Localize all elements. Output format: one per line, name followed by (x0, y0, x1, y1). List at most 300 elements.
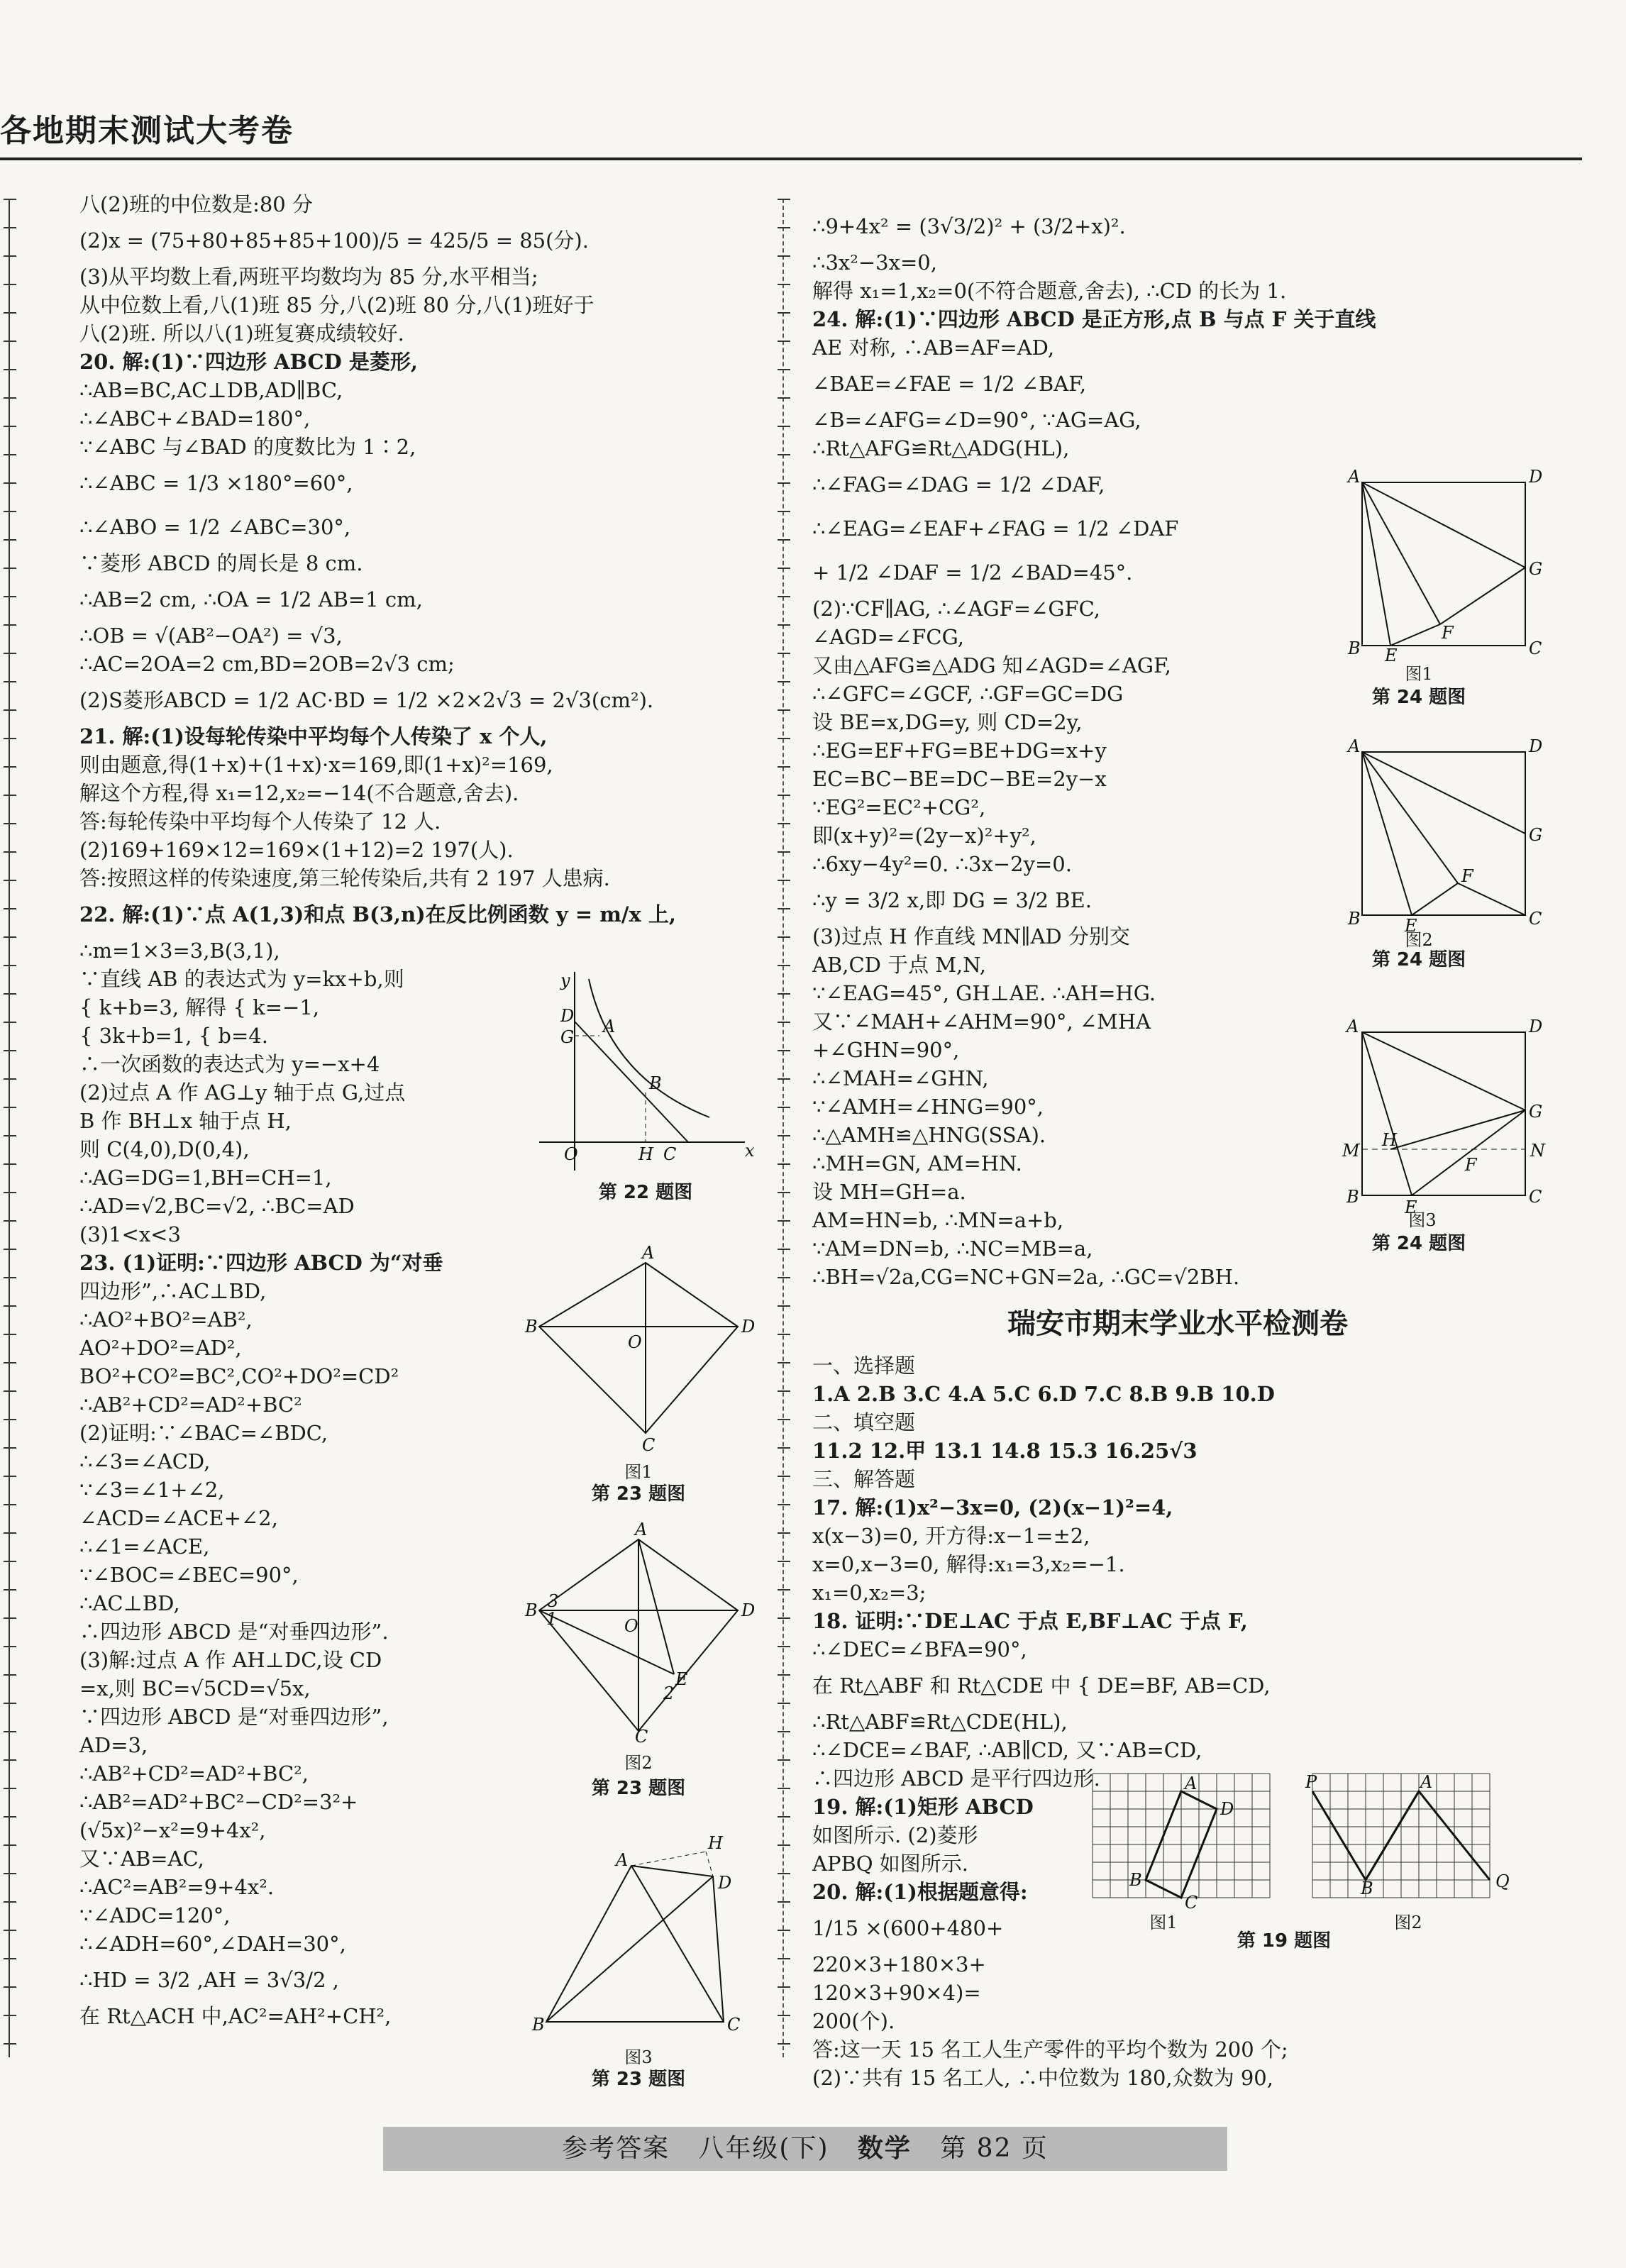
svg-text:A: A (1420, 1772, 1433, 1792)
margin-tick (4, 1362, 16, 1363)
margin-tick (4, 1532, 16, 1534)
col2-line: 24. 解:(1)∵四边形 ABCD 是正方形,点 B 与点 F 关于直线 (812, 307, 1376, 331)
svg-text:A: A (616, 1850, 629, 1870)
col1-line: 答:每轮传染中平均每个人传染了 12 人. (79, 809, 441, 834)
svg-text:A: A (642, 1243, 655, 1263)
svg-text:A: A (603, 1017, 616, 1036)
svg-text:E: E (1385, 646, 1398, 665)
margin-tick (778, 766, 790, 768)
margin-tick (778, 936, 790, 938)
figure-24-caption-2: 第 24 题图 (1371, 949, 1466, 970)
col2-line: 设 BE=x,DG=y, 则 CD=2y, (812, 710, 1083, 734)
figure-19-sub1: 图1 (1149, 1913, 1178, 1932)
margin-tick (4, 1135, 16, 1136)
svg-text:P: P (1305, 1772, 1317, 1792)
margin-tick (4, 511, 16, 512)
svg-text:B: B (1129, 1870, 1142, 1890)
margin-tick (4, 1163, 16, 1165)
figure-23-3 (525, 1833, 752, 2043)
svg-text:B: B (525, 1317, 538, 1337)
margin-tick (4, 823, 16, 824)
margin-tick (4, 369, 16, 370)
margin-tick (4, 1958, 16, 1959)
margin-tick (4, 1476, 16, 1477)
figure-22-caption: 第 22 题图 (598, 1182, 693, 1203)
figure-23-caption-2: 第 23 题图 (591, 1778, 686, 1799)
svg-text:F: F (1465, 1155, 1477, 1175)
margin-tick (4, 1078, 16, 1080)
margin-tick (778, 1277, 790, 1278)
margin-tick (4, 1419, 16, 1420)
col1-line: 八(2)班的中位数是:80 分 (79, 192, 313, 216)
margin-tick (4, 341, 16, 342)
margin-tick (778, 1220, 790, 1222)
col3-line: 200(个). (812, 2009, 895, 2033)
margin-tick (778, 1135, 790, 1136)
col2-line: ∠AGD=∠FCG, (812, 625, 964, 649)
footer-label: 参考答案 (562, 2134, 670, 2163)
figure-23-caption-1: 第 23 题图 (591, 1483, 686, 1505)
margin-tick (778, 1022, 790, 1023)
margin-tick (4, 709, 16, 711)
svg-text:D: D (1529, 1017, 1543, 1036)
svg-text:C: C (1529, 638, 1542, 658)
col1-line: (2)证明:∵∠BAC=∠BDC, (79, 1421, 328, 1445)
svg-text:O: O (628, 1332, 642, 1352)
margin-tick (4, 965, 16, 966)
col1-line: ∴一次函数的表达式为 y=−x+4 (79, 1052, 380, 1076)
page-footer (383, 2127, 1227, 2171)
svg-text:H: H (1382, 1130, 1397, 1150)
col2-line: AB,CD 于点 M,N, (812, 953, 986, 977)
margin-tick (4, 1277, 16, 1278)
svg-text:A: A (635, 1520, 648, 1539)
margin-tick (4, 1759, 16, 1761)
margin-tick (778, 426, 790, 427)
col1-line: (√5x)²−x²=9+4x², (79, 1818, 266, 1842)
svg-text:C: C (663, 1144, 677, 1164)
margin-tick (778, 908, 790, 909)
col2-line: ∴∠EAG=∠EAF+∠FAG = 1/2 ∠DAF (812, 516, 1179, 541)
margin-tick (778, 1334, 790, 1335)
svg-text:M: M (1342, 1141, 1360, 1161)
col2-line: ∵∠EAG=45°, GH⊥AE. ∴AH=HG. (812, 981, 1156, 1005)
col3-line: ∴四边形 ABCD 是平行四边形. (812, 1766, 1100, 1791)
margin-tick (778, 1788, 790, 1789)
svg-text:y: y (560, 970, 570, 990)
col1-line: 23. (1)证明:∵四边形 ABCD 为“对垂 (79, 1251, 443, 1275)
margin-tick (4, 1504, 16, 1505)
col1-line: ∴OB = √(AB²−OA²) = √3, (79, 624, 343, 648)
figure-24-sub1: 图1 (1405, 664, 1433, 684)
ruian-answers-text (812, 1351, 1564, 2092)
margin-tick (778, 1731, 790, 1732)
col1-line: ∴AC²=AB²=9+4x². (79, 1875, 275, 1899)
margin-tick (778, 1759, 790, 1761)
margin-tick (778, 795, 790, 796)
margin-tick (4, 397, 16, 399)
col1-line: (3)从平均数上看,两班平均数均为 85 分,水平相当; (79, 265, 538, 289)
margin-tick (778, 1561, 790, 1562)
footer-grade: 八年级(下) (698, 2134, 829, 2163)
margin-tick (4, 2043, 16, 2045)
svg-text:F: F (1442, 623, 1454, 643)
col2-line: ∴9+4x² = (3√3/2)² + (3/2+x)². (812, 214, 1126, 238)
section-title: 瑞安市期末学业水平检测卷 (1007, 1307, 1348, 1340)
svg-text:D: D (741, 1317, 756, 1337)
col1-line: BO²+CO²=BC²,CO²+DO²=CD² (79, 1364, 399, 1388)
col3-line: x=0,x−3=0, 解得:x₁=3,x₂=−1. (812, 1552, 1125, 1576)
margin-tick (4, 993, 16, 995)
svg-text:A: A (1185, 1774, 1198, 1793)
col3-line: 17. 解:(1)x²−3x=0, (2)(x−1)²=4, (812, 1495, 1173, 1520)
col1-line: B 作 BH⊥x 轴于点 H, (79, 1109, 292, 1133)
margin-tick (4, 1305, 16, 1307)
margin-tick (778, 1476, 790, 1477)
col1-line: { 3k+b=1, { b=4. (79, 1024, 268, 1048)
figure-24-caption-3: 第 24 题图 (1371, 1233, 1466, 1254)
margin-tick (4, 1334, 16, 1335)
figure-19-grid-1 (1085, 1766, 1277, 1913)
svg-text:D: D (1529, 467, 1543, 487)
svg-text:B: B (1346, 1187, 1359, 1207)
svg-text:D: D (1220, 1799, 1234, 1819)
margin-tick (778, 255, 790, 257)
margin-tick (778, 284, 790, 285)
svg-text:N: N (1530, 1141, 1545, 1161)
margin-tick (778, 1050, 790, 1051)
margin-tick (778, 511, 790, 512)
margin-tick (4, 454, 16, 455)
margin-tick (778, 1986, 790, 1988)
col1-line: 21. 解:(1)设每轮传染中平均每个人传染了 x 个人, (79, 724, 548, 748)
margin-tick (778, 1930, 790, 1931)
svg-text:C: C (635, 1727, 648, 1747)
col1-line: ∴AC⊥BD, (79, 1591, 180, 1615)
margin-tick (778, 312, 790, 314)
col1-line: (2)x = (75+80+85+85+100)/5 = 425/5 = 85(分). (79, 228, 589, 253)
col1-line: 则 C(4,0),D(0,4), (79, 1137, 250, 1161)
col3-line: (2)∵共有 15 名工人, ∴中位数为 180,众数为 90, (812, 2066, 1273, 2090)
col2-line: ∵EG²=EC²+CG², (812, 795, 986, 819)
svg-text:B: B (1348, 909, 1361, 929)
svg-text:2: 2 (663, 1683, 675, 1703)
col3-line: ∴Rt△ABF≌Rt△CDE(HL), (812, 1710, 1068, 1734)
margin-tick (4, 653, 16, 654)
col2-line: 又由△AFG≌△ADG 知∠AGD=∠AGF, (812, 653, 1171, 677)
col1-line: ∵∠3=∠1+∠2, (79, 1478, 225, 1502)
margin-tick (4, 1617, 16, 1619)
col2-line: + 1/2 ∠DAF = 1/2 ∠BAD=45°. (812, 560, 1133, 585)
margin-tick (4, 880, 16, 881)
margin-tick (778, 1901, 790, 1903)
col1-line: (3)1<x<3 (79, 1222, 181, 1246)
col2-line: ∴3x²−3x=0, (812, 250, 937, 275)
margin-tick (4, 1561, 16, 1562)
col1-line: =x,则 BC=√5CD=√5x, (79, 1676, 311, 1700)
col1-line: ∴AB²+CD²=AD²+BC², (79, 1761, 309, 1786)
col2-line: AE 对称, ∴AB=AF=AD, (812, 336, 1055, 360)
margin-tick (4, 1050, 16, 1051)
col3-line: 1.A 2.B 3.C 4.A 5.C 6.D 7.C 8.B 9.B 10.D (812, 1382, 1275, 1406)
figure-24-1 (1334, 467, 1547, 665)
col1-line: ∴AB=2 cm, ∴OA = 1/2 AB=1 cm, (79, 587, 423, 612)
col3-line: 220×3+180×3+ (812, 1952, 986, 1976)
col2-line: ∠BAE=∠FAE = 1/2 ∠BAF, (812, 372, 1087, 396)
margin-tick (4, 1703, 16, 1704)
col2-line: ∵AM=DN=b, ∴NC=MB=a, (812, 1237, 1093, 1261)
margin-tick (4, 312, 16, 314)
svg-text:D: D (1529, 736, 1543, 756)
margin-tick (4, 1589, 16, 1591)
col1-line: ∴AB²=AD²+BC²−CD²=3²+ (79, 1790, 358, 1814)
margin-tick (4, 255, 16, 257)
header-rule (0, 157, 1582, 160)
margin-tick (4, 766, 16, 768)
col1-line: 八(2)班. 所以八(1)班复赛成绩较好. (79, 321, 404, 345)
col3-line: 答:这一天 15 名工人生产零件的平均个数为 200 个; (812, 2037, 1288, 2062)
margin-tick (778, 681, 790, 682)
margin-tick (778, 1646, 790, 1647)
margin-tick (4, 568, 16, 569)
col1-line: 又∵AB=AC, (79, 1847, 204, 1871)
col1-line: ∴∠ADH=60°,∠DAH=30°, (79, 1932, 346, 1956)
svg-text:Q: Q (1495, 1871, 1510, 1891)
col2-line: ∴BH=√2a,CG=NC+GN=2a, ∴GC=√2BH. (812, 1265, 1240, 1289)
col3-line: ∴∠DEC=∠BFA=90°, (812, 1637, 1027, 1661)
margin-tick (4, 1107, 16, 1108)
svg-text:B: B (525, 1600, 538, 1620)
svg-text:E: E (675, 1669, 688, 1689)
margin-tick (778, 1589, 790, 1591)
margin-tick (4, 1873, 16, 1874)
col1-line: 20. 解:(1)∵四边形 ABCD 是菱形, (79, 350, 418, 374)
svg-text:C: C (1529, 909, 1542, 929)
col3-line: 19. 解:(1)矩形 ABCD (812, 1795, 1034, 1819)
margin-tick (4, 851, 16, 853)
col2-line: AM=HN=b, ∴MN=a+b, (812, 1208, 1064, 1232)
margin-tick (4, 1731, 16, 1732)
col1-line: ∵∠ADC=120°, (79, 1903, 231, 1927)
margin-tick (778, 341, 790, 342)
col3-line: 18. 证明:∵DE⊥AC 于点 E,BF⊥AC 于点 F, (812, 1609, 1248, 1633)
figure-24-sub3: 图3 (1408, 1210, 1437, 1230)
svg-text:3: 3 (548, 1591, 559, 1611)
figure-19-grid-2 (1305, 1766, 1518, 1908)
margin-tick (778, 1674, 790, 1676)
col2-line: ∠B=∠AFG=∠D=90°, ∵AG=AG, (812, 408, 1141, 432)
col3-line: 如图所示. (2)菱形 (812, 1823, 978, 1847)
margin-tick (4, 284, 16, 285)
col2-line: 又∵∠MAH+∠AHM=90°, ∠MHA (812, 1009, 1151, 1034)
figure-24-sub2: 图2 (1405, 930, 1433, 950)
svg-text:B: B (1361, 1879, 1373, 1898)
margin-tick (4, 1447, 16, 1449)
col2-line: ∵∠AMH=∠HNG=90°, (812, 1095, 1044, 1119)
svg-text:D: D (560, 1006, 575, 1026)
svg-text:B: B (649, 1073, 662, 1093)
col2-line: ∴MH=GN, AM=HN. (812, 1151, 1022, 1176)
margin-tick (778, 1362, 790, 1363)
margin-tick (4, 1930, 16, 1931)
margin-tick (778, 482, 790, 484)
margin-tick (778, 993, 790, 995)
figure-19-sub2: 图2 (1394, 1913, 1422, 1932)
svg-text:C: C (727, 2015, 741, 2035)
margin-tick (4, 1390, 16, 1392)
col1-line: ∴∠ABC+∠BAD=180°, (79, 406, 311, 431)
col1-line: 在 Rt△ACH 中,AC²=AH²+CH², (79, 2004, 392, 2028)
col2-line: (3)过点 H 作直线 MN∥AD 分别交 (812, 924, 1130, 948)
svg-text:E: E (1405, 1197, 1417, 1217)
margin-tick (778, 1163, 790, 1165)
col2-line: ∴△AMH≌△HNG(SSA). (812, 1123, 1046, 1147)
col3-line: 三、解答题 (812, 1467, 916, 1491)
col1-line: 答:按照这样的传染速度,第三轮传染后,共有 2 197 人患病. (79, 866, 610, 890)
margin-tick (778, 1958, 790, 1959)
margin-tick (4, 1816, 16, 1818)
margin-tick (4, 908, 16, 909)
margin-tick (778, 1617, 790, 1619)
col1-line: ∵∠ABC 与∠BAD 的度数比为 1∶2, (79, 435, 416, 459)
margin-tick (778, 965, 790, 966)
figure-24-3 (1327, 1017, 1547, 1217)
margin-tick (4, 227, 16, 228)
margin-tick (778, 1390, 790, 1392)
margin-tick (778, 568, 790, 569)
figure-22-graph (532, 965, 759, 1178)
svg-text:F: F (1461, 866, 1473, 886)
margin-tick (4, 1646, 16, 1647)
margin-tick (778, 1305, 790, 1307)
col1-line: ∴HD = 3/2 ,AH = 3√3/2 , (79, 1968, 339, 1992)
margin-tick (778, 539, 790, 541)
svg-text:D: D (741, 1600, 756, 1620)
col1-line: ∴AB=BC,AC⊥DB,AD∥BC, (79, 378, 343, 402)
figure-22 (532, 965, 759, 1178)
svg-text:A: A (1348, 736, 1361, 756)
margin-tick (778, 653, 790, 654)
margin-tick (4, 1192, 16, 1193)
figure-23-sub2: 图2 (624, 1753, 653, 1773)
margin-tick (4, 936, 16, 938)
margin-tick (4, 482, 16, 484)
col1-line: (2)S菱形ABCD = 1/2 AC·BD = 1/2 ×2×2√3 = 2√3(cm²). (79, 688, 654, 712)
figure-23-sub1: 图1 (624, 1462, 653, 1482)
col2-line: EC=BC−BE=DC−BE=2y−x (812, 767, 1107, 791)
col2-line: 设 MH=GH=a. (812, 1180, 966, 1204)
margin-tick (778, 454, 790, 455)
margin-tick (778, 1532, 790, 1534)
margin-tick (778, 1504, 790, 1505)
left-margin-ticks (9, 199, 23, 2057)
figure-23-1 (525, 1243, 756, 1455)
margin-tick (778, 1844, 790, 1846)
margin-tick (778, 1873, 790, 1874)
col1-line: ∴∠ABC = 1/3 ×180°=60°, (79, 471, 353, 495)
col1-line: ∴AC=2OA=2 cm,BD=2OB=2√3 cm; (79, 652, 455, 676)
figure-24-2 (1334, 736, 1547, 936)
margin-tick (778, 199, 790, 200)
figure-23-2 (525, 1520, 756, 1747)
svg-text:O: O (624, 1616, 638, 1636)
margin-tick (778, 1107, 790, 1108)
margin-tick (778, 624, 790, 626)
svg-text:B: B (1348, 638, 1361, 658)
figure-24-caption-1: 第 24 题图 (1371, 687, 1466, 708)
col2-line: ∴∠MAH=∠GHN, (812, 1066, 989, 1090)
col1-line: 22. 解:(1)∵点 A(1,3)和点 B(3,n)在反比例函数 y = m/x 上, (79, 902, 676, 926)
svg-text:G: G (1529, 1102, 1543, 1122)
svg-text:C: C (1185, 1893, 1198, 1913)
margin-tick (778, 227, 790, 228)
margin-tick (778, 596, 790, 597)
margin-tick (4, 596, 16, 597)
col2-line: ∴∠FAG=∠DAG = 1/2 ∠DAF, (812, 472, 1105, 497)
col1-line: ∴m=1×3=3,B(3,1), (79, 939, 280, 963)
svg-text:C: C (1529, 1187, 1542, 1207)
margin-tick (4, 426, 16, 427)
margin-tick (778, 1816, 790, 1818)
col2-line: (2)∵CF∥AG, ∴∠AGF=∠GFC, (812, 597, 1100, 621)
svg-text:H: H (708, 1833, 723, 1853)
margin-tick (778, 397, 790, 399)
col1-line: ∵四边形 ABCD 是“对垂四边形”, (79, 1705, 389, 1729)
margin-tick (778, 2015, 790, 2016)
col3-line: x₁=0,x₂=3; (812, 1581, 927, 1605)
col1-line: (3)解:过点 A 作 AH⊥DC,设 CD (79, 1648, 382, 1672)
svg-text:G: G (1529, 825, 1543, 845)
margin-tick (778, 369, 790, 370)
margin-tick (4, 2015, 16, 2016)
svg-text:A: A (1348, 467, 1361, 487)
margin-tick (778, 1192, 790, 1193)
margin-tick (4, 1844, 16, 1846)
col1-line: AO²+DO²=AD², (79, 1336, 242, 1360)
margin-tick (778, 851, 790, 853)
col2-line: +∠GHN=90°, (812, 1038, 960, 1062)
margin-tick (778, 1249, 790, 1250)
figure-19-caption: 第 19 题图 (1237, 1930, 1332, 1952)
col1-line: ∴AG=DG=1,BH=CH=1, (79, 1166, 332, 1190)
svg-text:O: O (564, 1144, 578, 1164)
margin-tick (778, 1078, 790, 1080)
margin-tick (4, 1986, 16, 1988)
col3-line: 在 Rt△ABF 和 Rt△CDE 中 { DE=BF, AB=CD, (812, 1674, 1271, 1698)
margin-tick (778, 738, 790, 739)
col1-line: 解这个方程,得 x₁=12,x₂=−14(不合题意,舍去). (79, 781, 519, 805)
col2-line: ∴Rt△AFG≌Rt△ADG(HL), (812, 436, 1070, 460)
margin-tick (4, 1220, 16, 1222)
footer-subject: 数学 (857, 2134, 912, 2163)
margin-tick (4, 539, 16, 541)
col3-line: 120×3+90×4)= (812, 1981, 981, 2005)
svg-text:C: C (642, 1435, 656, 1455)
margin-tick (778, 2043, 790, 2045)
margin-tick (778, 1703, 790, 1704)
margin-tick (778, 709, 790, 711)
col1-line: ∴∠3=∠ACD, (79, 1449, 211, 1473)
margin-tick (4, 738, 16, 739)
col1-line: ∵直线 AB 的表达式为 y=kx+b,则 (79, 967, 404, 991)
margin-tick (4, 1788, 16, 1789)
col3-line: x(x−3)=0, 开方得:x−1=±2, (812, 1524, 1090, 1548)
col1-line: AD=3, (79, 1733, 148, 1757)
col2-line: 即(x+y)²=(2y−x)²+y², (812, 824, 1036, 848)
col1-line: (2)过点 A 作 AG⊥y 轴于点 G,过点 (79, 1080, 406, 1105)
col1-line: ∴AD=√2,BC=√2, ∴BC=AD (79, 1194, 355, 1218)
svg-text:G: G (1529, 559, 1543, 579)
